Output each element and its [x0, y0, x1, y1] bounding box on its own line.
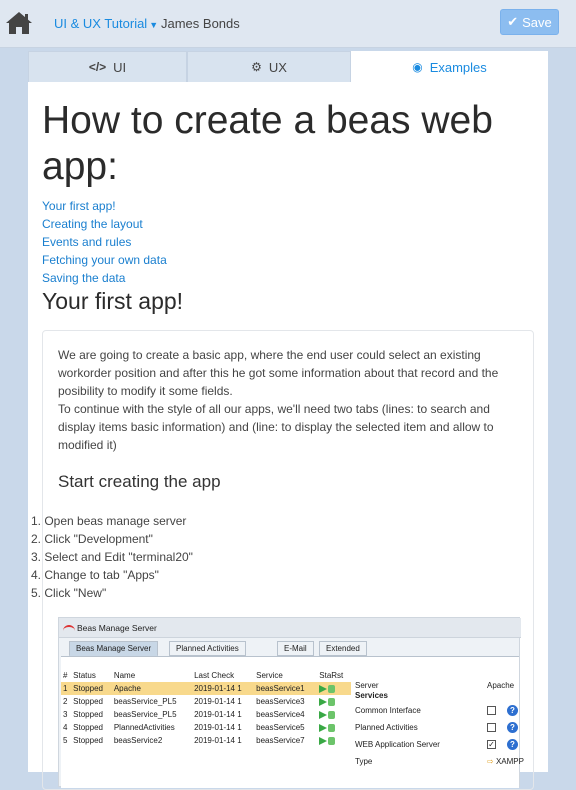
screenshot-titlebar: [59, 618, 521, 638]
tab-examples[interactable]: [351, 51, 548, 82]
screenshot-title: Beas Manage Server: [77, 623, 157, 633]
help-icon: ?: [507, 705, 518, 716]
table-row: [61, 695, 351, 708]
save-button[interactable]: [500, 9, 559, 35]
section-title: Your first app!: [42, 288, 184, 314]
restart-icon: [328, 685, 335, 693]
service-checkbox: [487, 723, 496, 732]
screenshot-tab: E-Mail: [277, 641, 314, 656]
table-header: [61, 669, 351, 682]
row-number: 5: [63, 736, 68, 745]
row-service: beasService3: [256, 697, 305, 706]
home-icon[interactable]: [4, 10, 34, 36]
brand-label: UI & UX Tutorial: [54, 16, 148, 31]
eye-icon: ◉: [412, 60, 423, 74]
col-header: Name: [113, 671, 136, 680]
row-actions: [317, 721, 351, 734]
tab-ux-label: UX: [268, 59, 287, 75]
content-panel: [31, 330, 534, 790]
row-check: 2019-01-14 1: [194, 723, 242, 732]
service-row: [355, 736, 521, 753]
row-check: 2019-01-14 1: [192, 682, 254, 695]
type-row: [355, 753, 524, 770]
row-name: Apache: [112, 682, 192, 695]
subsection-title: Start creating the app: [58, 472, 221, 491]
row-check: 2019-01-14 1: [194, 697, 242, 706]
manage-server-screenshot: [58, 617, 524, 787]
service-label: Common Interface: [355, 706, 421, 715]
content-area: [28, 82, 548, 772]
service-label: WEB Application Server: [355, 740, 440, 749]
step-item: 4. Change to tab "Apps": [31, 568, 159, 582]
step-item: 1. Open beas manage server: [31, 514, 187, 528]
server-value: Apache: [487, 681, 515, 690]
restart-icon: [328, 698, 335, 706]
play-icon: [319, 711, 327, 719]
row-status: Stopped: [73, 736, 103, 745]
type-value: [487, 753, 524, 770]
row-status: Stopped: [73, 697, 103, 706]
col-header: Last Check: [194, 671, 235, 680]
row-service: beasService5: [256, 723, 305, 732]
col-header: [317, 669, 351, 682]
tab-ux[interactable]: [187, 51, 351, 82]
table-row: [61, 708, 351, 721]
step-item: 2. Click "Development": [31, 532, 153, 546]
service-checkbox: [487, 706, 496, 715]
service-checkbox: ✓: [488, 740, 495, 749]
screenshot-tab: Planned Activities: [169, 641, 246, 656]
toc-link-saving[interactable]: Saving the data: [42, 271, 126, 285]
row-status: Stopped: [73, 723, 103, 732]
help-icon: ?: [507, 739, 518, 750]
check-icon: ✔: [507, 14, 519, 29]
services-table: [61, 669, 351, 747]
row-number: 4: [63, 723, 68, 732]
col-header: Status: [73, 671, 96, 680]
server-settings: [355, 677, 524, 770]
col-header-sta: Sta: [319, 671, 332, 680]
toc-link-first-app[interactable]: Your first app!: [42, 199, 116, 213]
row-service: beasService7: [256, 736, 305, 745]
service-row: [355, 719, 521, 736]
row-name: PlannedActivities: [113, 723, 175, 732]
row-actions: [317, 695, 351, 708]
tab-strip: [28, 51, 548, 82]
table-of-contents: [42, 197, 167, 287]
row-check: 2019-01-14 1: [194, 736, 242, 745]
type-value-text: XAMPP: [495, 757, 524, 766]
row-status: Stopped: [73, 710, 103, 719]
services-heading: Services: [355, 691, 388, 700]
arrow-right-icon: ⇨: [487, 757, 494, 766]
toc-link-fetching[interactable]: Fetching your own data: [42, 253, 167, 267]
tab-ui-label: UI: [113, 59, 127, 75]
col-header: Service: [256, 671, 283, 680]
type-label: Type: [355, 757, 373, 766]
toc-link-events[interactable]: Events and rules: [42, 235, 132, 249]
row-service: beasService4: [256, 710, 305, 719]
table-row: [61, 682, 351, 695]
restart-icon: [328, 724, 335, 732]
col-header-rst: Rst: [331, 671, 344, 680]
tabs-paragraph: To continue with the style of all our apps, we'll need two tabs (lines: to search and display items basic information) and (line: to display the selected item and allow to modified it): [58, 402, 494, 452]
intro-paragraph: We are going to create a basic app, where the end user could select an existing workorder position and after this he got some information about that record and the posibility to modify it some fields.: [58, 348, 499, 398]
service-label: Planned Activities: [355, 723, 418, 732]
row-name: beasService2: [113, 736, 163, 745]
play-icon: [319, 737, 327, 745]
help-icon: ?: [507, 722, 518, 733]
gears-icon: ⚙: [251, 60, 262, 74]
row-actions: [317, 682, 351, 695]
play-icon: [319, 724, 327, 732]
steps-list: [31, 512, 193, 602]
step-item: 5. Click "New": [31, 586, 107, 600]
top-navbar: [0, 0, 576, 48]
server-label: Server: [355, 681, 379, 690]
row-actions: [317, 734, 351, 747]
tab-examples-label: Examples: [429, 59, 487, 75]
beas-logo-icon: [63, 625, 75, 631]
save-label: Save: [522, 14, 552, 30]
row-check: 2019-01-14 1: [194, 710, 242, 719]
user-name: James Bonds: [161, 16, 240, 31]
table-row: [61, 721, 351, 734]
screenshot-tab: Beas Manage Server: [69, 641, 158, 656]
restart-icon: [328, 737, 335, 745]
screenshot-tab: Extended: [319, 641, 367, 656]
service-row: [355, 702, 521, 719]
step-item: 3. Select and Edit "terminal20": [31, 550, 193, 564]
screenshot-body: [61, 656, 524, 788]
row-status: Stopped: [71, 682, 112, 695]
row-name: beasService_PL5: [113, 710, 177, 719]
table-row: [61, 734, 351, 747]
page-title: How to create a beas web app:: [42, 99, 493, 188]
tab-ui[interactable]: [28, 51, 187, 82]
row-number: 2: [63, 697, 68, 706]
restart-icon: [328, 711, 335, 719]
play-icon: [319, 685, 327, 693]
tutorial-dropdown[interactable]: [54, 16, 158, 31]
col-header: #: [63, 671, 68, 680]
row-service: beasService1: [254, 682, 317, 695]
chevron-down-icon: ▼: [149, 20, 159, 30]
row-name: beasService_PL5: [113, 697, 177, 706]
code-icon: </>: [88, 60, 107, 74]
play-icon: [319, 698, 327, 706]
toc-link-layout[interactable]: Creating the layout: [42, 217, 143, 231]
row-actions: [317, 708, 351, 721]
row-number: 1: [61, 682, 71, 695]
row-number: 3: [63, 710, 68, 719]
